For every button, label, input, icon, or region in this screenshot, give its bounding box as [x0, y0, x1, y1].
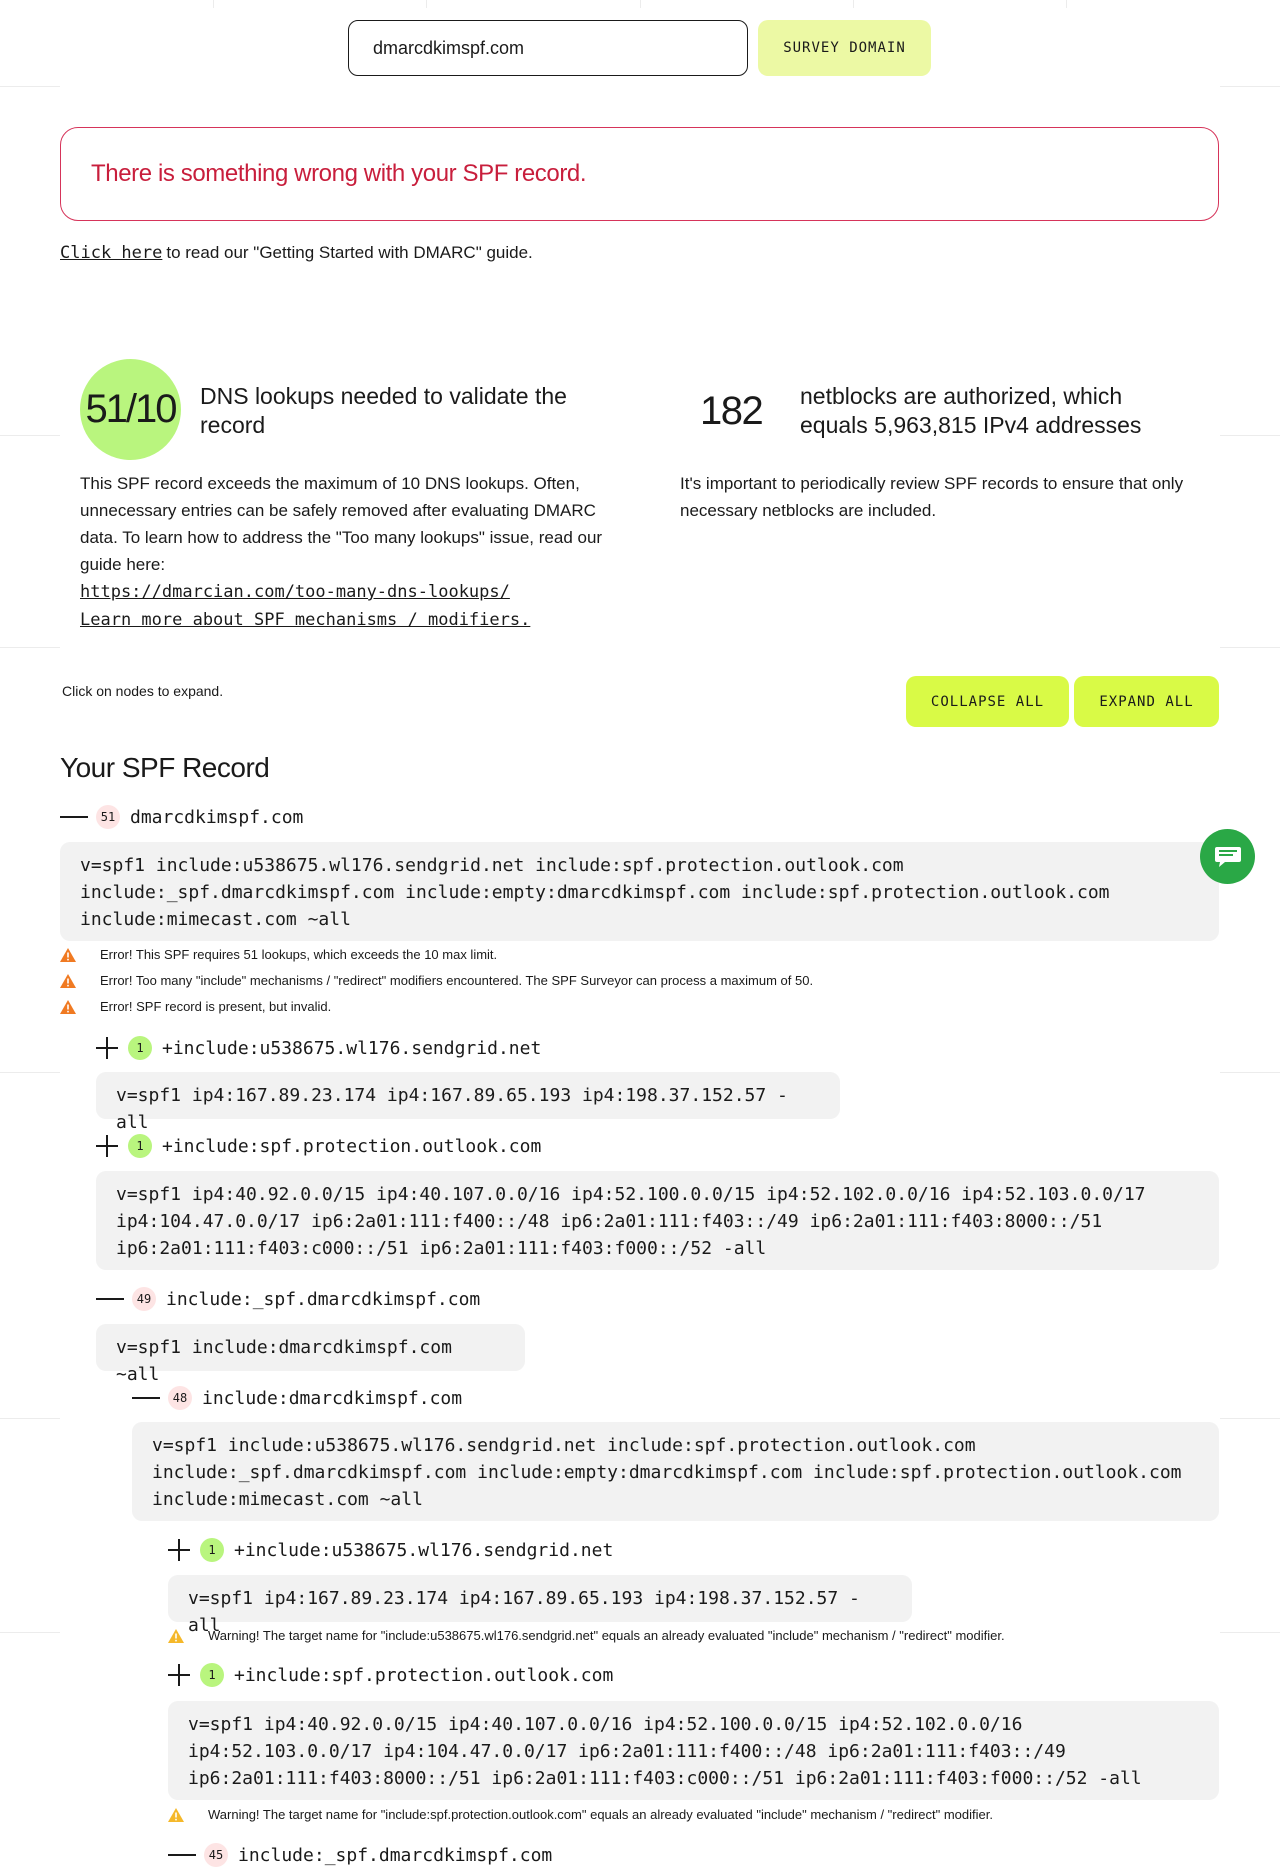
spf-record-text [96, 1324, 525, 1385]
spf-record-text [96, 1171, 1219, 1270]
warning-icon [168, 1629, 184, 1643]
tree-node[interactable] [168, 1536, 613, 1564]
record-line: ip4:52.103.0.0/17 ip4:104.47.0.0/17 ip6:2a01:111:f400::/48 ip6:2a01:111:f403::/49 [188, 1741, 1066, 1762]
lookup-badge: 1 [128, 1036, 152, 1060]
record-line: v=spf1 ip4:167.89.23.174 ip4:167.89.65.193 ip4:198.37.152.57 -all [116, 1085, 788, 1133]
error-warning-icon [60, 974, 76, 988]
error-message [60, 999, 331, 1014]
expand-hint: Click on nodes to expand. [62, 683, 224, 699]
spf-record-text [60, 842, 1219, 941]
grid-line [0, 647, 60, 648]
tree-node[interactable] [96, 1132, 541, 1160]
spf-record-text [168, 1575, 912, 1636]
survey-domain-button[interactable]: SURVEY DOMAIN [758, 20, 931, 76]
record-line: ip4:104.47.0.0/17 ip6:2a01:111:f400::/48 ip6:2a01:111:f403::/49 ip6:2a01:111:f403:8000::/51 [116, 1211, 1103, 1232]
collapse-dash-icon [60, 816, 88, 818]
spf-error-alert [60, 127, 1219, 221]
tree-node[interactable] [96, 1034, 541, 1062]
tree-node[interactable] [132, 1384, 462, 1412]
guide-line [60, 243, 533, 263]
spf-record-title: Your SPF Record [60, 752, 270, 783]
chat-bubble-icon [1213, 844, 1243, 870]
error-text: Error! This SPF requires 51 lookups, which exceeds the 10 max limit. [100, 947, 498, 962]
grid-line [640, 0, 641, 8]
lookup-label: DNS lookups needed to validate the record [200, 383, 567, 438]
chat-button[interactable] [1200, 829, 1255, 884]
lookup-badge: 1 [128, 1134, 152, 1158]
node-name: +include:u538675.wl176.sendgrid.net [234, 1539, 614, 1561]
spf-record-text [132, 1422, 1219, 1521]
spf-record-text [168, 1701, 1219, 1800]
collapse-dash-icon [96, 1298, 124, 1300]
netblock-description: It's important to periodically review SPF records to ensure that only necessary netblocks are included. [680, 474, 1184, 520]
guide-text: to read our "Getting Started with DMARC" guide. [166, 243, 533, 262]
expand-plus-icon[interactable] [168, 1539, 190, 1561]
record-line: v=spf1 include:dmarcdkimspf.com ~all [116, 1337, 452, 1385]
node-name: include:_spf.dmarcdkimspf.com [166, 1288, 481, 1310]
node-name: +include:u538675.wl176.sendgrid.net [162, 1037, 542, 1059]
expand-all-button[interactable]: EXPAND ALL [1074, 676, 1219, 727]
node-name: include:_spf.dmarcdkimspf.com [238, 1844, 553, 1866]
collapse-dash-icon [168, 1854, 196, 1856]
too-many-lookups-link[interactable]: https://dmarcian.com/too-many-dns-lookups/ [80, 582, 510, 602]
lookup-badge: 1 [200, 1538, 224, 1562]
grid-line [0, 1632, 60, 1633]
warning-message [168, 1807, 993, 1822]
lookup-badge: 48 [168, 1386, 192, 1410]
record-line: include:_spf.dmarcdkimspf.com include:empty:dmarcdkimspf.com include:spf.protection.outlook.com [80, 882, 1110, 903]
netblock-count: 182 [700, 389, 763, 433]
grid-line [0, 1072, 60, 1073]
grid-line [1220, 1632, 1280, 1633]
grid-line [0, 435, 60, 436]
collapse-dash-icon [132, 1397, 160, 1399]
lookup-badge: 49 [132, 1287, 156, 1311]
lookup-description-block [80, 470, 610, 634]
grid-line [1066, 0, 1067, 8]
lookup-description: This SPF record exceeds the maximum of 10 DNS lookups. Often, unnecessary entries can be safely removed after evaluating DMARC data. To learn how to address the "Too many lookups" issue, read our guide here: [80, 474, 603, 574]
grid-line [1220, 1072, 1280, 1073]
grid-line [1220, 435, 1280, 436]
tree-node[interactable] [168, 1841, 552, 1868]
error-warning-icon [60, 1000, 76, 1014]
grid-line [853, 0, 854, 8]
expand-plus-icon[interactable] [96, 1037, 118, 1059]
record-line: include:mimecast.com ~all [80, 909, 351, 930]
tree-node-root[interactable] [60, 803, 303, 831]
warning-icon [168, 1808, 184, 1822]
error-message [60, 973, 813, 988]
grid-line [1220, 86, 1280, 87]
lookup-badge: 45 [204, 1843, 228, 1867]
error-warning-icon [60, 948, 76, 962]
warning-text: Warning! The target name for "include:spf.protection.outlook.com" equals an already evaluated "include" mechanism / "redirect" modifier. [208, 1807, 993, 1822]
node-name: +include:spf.protection.outlook.com [162, 1135, 542, 1157]
grid-line [213, 0, 214, 8]
grid-line [1220, 1418, 1280, 1419]
record-line: include:_spf.dmarcdkimspf.com include:empty:dmarcdkimspf.com include:spf.protection.outlook.com [152, 1462, 1182, 1483]
record-line: ip6:2a01:111:f403:8000::/51 ip6:2a01:111:f403:c000::/51 ip6:2a01:111:f403:f000::/52 -all [188, 1768, 1142, 1789]
lookup-count: 51/10 [85, 387, 176, 431]
record-line: include:mimecast.com ~all [152, 1489, 423, 1510]
tree-node[interactable] [168, 1661, 613, 1689]
grid-line [0, 86, 60, 87]
grid-line [1220, 647, 1280, 648]
expand-plus-icon[interactable] [96, 1135, 118, 1157]
netblock-label: netblocks are authorized, which equals 5,963,815 IPv4 addresses [800, 383, 1142, 438]
error-text: Error! Too many "include" mechanisms / "redirect" modifiers encountered. The SPF Surveyor can process a maximum of 50. [100, 973, 814, 988]
warning-text: Warning! The target name for "include:u538675.wl176.sendgrid.net" equals an already evaluated "include" mechanism / "redirect" modifier. [208, 1628, 1005, 1643]
spf-mechanisms-link[interactable]: Learn more about SPF mechanisms / modifiers. [80, 610, 531, 630]
lookup-count-circle [80, 359, 181, 460]
record-line: v=spf1 ip4:167.89.23.174 ip4:167.89.65.193 ip4:198.37.152.57 -all [188, 1588, 860, 1636]
lookup-badge: 1 [200, 1663, 224, 1687]
grid-line [0, 1418, 60, 1419]
collapse-all-button[interactable]: COLLAPSE ALL [906, 676, 1069, 727]
alert-text: There is something wrong with your SPF record. [91, 160, 587, 187]
warning-message [168, 1628, 1005, 1643]
tree-node[interactable] [96, 1285, 480, 1313]
click-here-link[interactable]: Click here [60, 243, 163, 263]
node-name: dmarcdkimspf.com [130, 806, 304, 828]
grid-line [426, 0, 427, 8]
record-line: ip6:2a01:111:f403:c000::/51 ip6:2a01:111:f403:f000::/52 -all [116, 1238, 767, 1259]
record-line: v=spf1 ip4:40.92.0.0/15 ip4:40.107.0.0/16 ip4:52.100.0.0/15 ip4:52.102.0.0/16 [188, 1714, 1023, 1735]
record-line: v=spf1 include:u538675.wl176.sendgrid.net include:spf.protection.outlook.com [80, 855, 904, 876]
record-line: v=spf1 include:u538675.wl176.sendgrid.net include:spf.protection.outlook.com [152, 1435, 976, 1456]
error-message [60, 947, 497, 962]
expand-plus-icon[interactable] [168, 1664, 190, 1686]
record-line: v=spf1 ip4:40.92.0.0/15 ip4:40.107.0.0/16 ip4:52.100.0.0/15 ip4:52.102.0.0/16 ip4:52.103.0.0/17 [116, 1184, 1146, 1205]
domain-search-input[interactable] [348, 20, 748, 76]
spf-record-text [96, 1072, 840, 1133]
error-text: Error! SPF record is present, but invalid. [100, 999, 332, 1014]
node-name: +include:spf.protection.outlook.com [234, 1664, 614, 1686]
lookup-badge: 51 [96, 805, 120, 829]
node-name: include:dmarcdkimspf.com [202, 1387, 463, 1409]
